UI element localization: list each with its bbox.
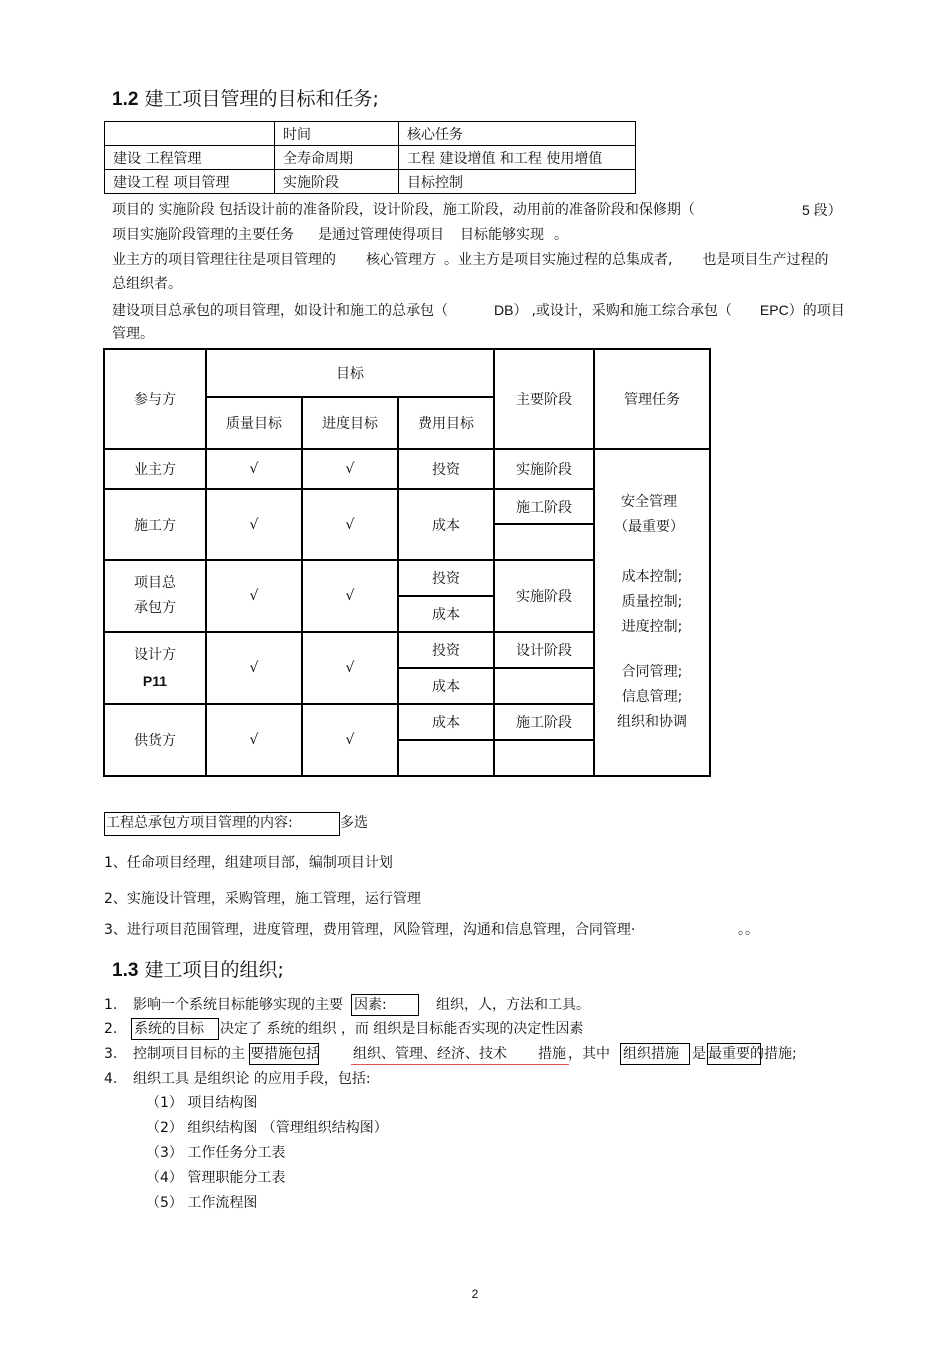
task-item: 合同管理;	[621, 664, 683, 680]
table-cell	[104, 632, 206, 704]
sub-item: （5） 工作流程图	[146, 1195, 258, 1211]
paragraph-general-contract	[112, 298, 845, 323]
party-line: 项目总	[134, 575, 176, 591]
text: 建设项目总承包的项目管理，如设计和施工的总承包（	[112, 303, 448, 319]
table-cell: 进度目标	[302, 397, 398, 449]
check-cell: √	[206, 704, 302, 776]
list-number: 2.	[104, 1021, 118, 1037]
table-cell: 实施阶段	[275, 170, 399, 194]
text: 措施;	[764, 1046, 797, 1062]
table-cell: 成本	[398, 668, 494, 704]
task-item: 质量控制;	[621, 594, 683, 610]
table-cell: 工程 建设增值 和工程 使用增值	[399, 146, 636, 170]
task-item: 组织和协调	[617, 714, 687, 730]
text: 。业主方是项目实施过程的总集成者,	[444, 252, 673, 268]
table-cell: 成本	[398, 596, 494, 632]
text: 措施	[538, 1046, 566, 1062]
text: 组织，人，方法和工具。	[436, 997, 590, 1013]
check-cell: √	[302, 489, 398, 560]
text: 组织、管理、经济、技术	[353, 1046, 507, 1062]
table-cell: 参与方	[104, 349, 206, 449]
check-cell: √	[302, 449, 398, 489]
participants-table	[103, 348, 711, 777]
list-item: 2、实施设计管理，采购管理，施工管理，运行管理	[104, 891, 421, 907]
list-number: 4.	[104, 1071, 118, 1087]
epc-box-label: 工程总承包方项目管理的内容:	[106, 815, 293, 831]
table-cell	[105, 122, 275, 146]
text: 管理。	[112, 326, 154, 342]
table-cell: 目标	[206, 349, 494, 397]
section-heading-1-3	[112, 955, 284, 982]
table-row	[104, 449, 710, 489]
text: 是	[692, 1046, 706, 1062]
section-heading-1-2	[112, 84, 379, 111]
paragraph-stages	[112, 198, 695, 222]
paragraph-owner	[112, 248, 828, 272]
text: 总组织者。	[112, 276, 182, 292]
empty-cell	[398, 740, 494, 776]
sub-item: （1） 项目结构图	[146, 1095, 258, 1111]
text: 项目的 实施阶段 包括设计前的准备阶段，设计阶段，施工阶段，动用前的准备阶段和保修期（	[112, 202, 695, 218]
table-cell: 管理任务	[594, 349, 710, 449]
check-cell: √	[302, 704, 398, 776]
task-item: 安全管理	[621, 494, 677, 510]
party-line: 承包方	[134, 600, 176, 616]
text: 系统的目标	[134, 1021, 204, 1037]
sub-item: （4） 管理职能分工表	[146, 1170, 286, 1186]
table-header-row	[104, 349, 710, 397]
text: 。	[554, 227, 568, 243]
list-number: 3.	[104, 1046, 118, 1062]
text: 决定了 系统的组织 ，而 组织是目标能否实现的决定性因素	[220, 1021, 584, 1037]
text: ，其中	[568, 1046, 610, 1062]
table-cell: 投资	[398, 560, 494, 596]
table-cell	[104, 560, 206, 632]
paragraph-main-task	[112, 223, 568, 247]
table-cell: 目标控制	[399, 170, 636, 194]
text: 要措施包括	[250, 1046, 320, 1062]
table-cell: 建设 工程管理	[105, 146, 275, 170]
table-cell: 全寿命周期	[275, 146, 399, 170]
table-cell: 时间	[275, 122, 399, 146]
text: 控制项目目标的主	[133, 1046, 245, 1062]
text: 最重要的	[708, 1046, 764, 1062]
table-cell: 核心任务	[399, 122, 636, 146]
management-tasks-cell	[594, 449, 710, 776]
table-cell: 设计阶段	[494, 632, 594, 668]
table-cell: 投资	[398, 632, 494, 668]
list-item: 1、任命项目经理，组建项目部，编制项目计划	[104, 855, 393, 871]
section-title: 建工项目管理的目标和任务;	[144, 88, 379, 110]
text: 组织措施	[623, 1046, 679, 1062]
table-cell: 实施阶段	[494, 560, 594, 632]
task-item: 进度控制;	[621, 619, 683, 635]
table-cell: 实施阶段	[494, 449, 594, 489]
table-cell: 建设工程 项目管理	[105, 170, 275, 194]
table-cell: 投资	[398, 449, 494, 489]
section-number: 1.2	[112, 89, 139, 110]
underline	[351, 1064, 569, 1065]
sub-item: （2） 组织结构图 （管理组织结构图）	[146, 1120, 388, 1136]
text: 是通过管理使得项目	[318, 227, 444, 243]
management-table	[104, 121, 636, 194]
text: 组织工具 是组织论 的应用手段，包括:	[133, 1071, 371, 1087]
page-number: 2	[471, 1287, 479, 1301]
check-cell: √	[206, 489, 302, 560]
text: 业主方的项目管理往往是项目管理的	[112, 252, 336, 268]
text: 目标能够实现	[460, 227, 544, 243]
check-cell: √	[302, 632, 398, 704]
table-cell: 业主方	[104, 449, 206, 489]
sub-item: （3） 工作任务分工表	[146, 1145, 286, 1161]
list-item: 3、进行项目范围管理，进度管理，费用管理，风险管理，沟通和信息管理，合同管理·	[104, 922, 636, 938]
table-header-row	[105, 122, 636, 146]
page-ref: P11	[142, 673, 168, 689]
text: DB）	[494, 302, 528, 318]
multi-select-tag: 多选	[340, 815, 368, 831]
table-cell: 成本	[398, 704, 494, 740]
task-item: 信息管理;	[621, 689, 683, 705]
table-cell: 主要阶段	[494, 349, 594, 449]
check-cell: √	[206, 632, 302, 704]
empty-cell	[494, 524, 594, 560]
table-cell: 费用目标	[398, 397, 494, 449]
text: ,或设计，采购和施工综合承包（	[531, 303, 732, 319]
list-number: 1.	[104, 997, 118, 1013]
table-row	[105, 170, 636, 194]
text: 影响一个系统目标能够实现的主要	[133, 997, 343, 1013]
text: 项目实施阶段管理的主要任务	[112, 227, 294, 243]
text: 也是项目生产过程的	[702, 252, 829, 268]
task-item: （最重要）	[614, 519, 684, 535]
text: 核心管理方	[366, 252, 436, 268]
table-cell: 质量目标	[206, 397, 302, 449]
table-cell: 施工阶段	[494, 704, 594, 740]
table-row	[105, 146, 636, 170]
check-cell: √	[206, 449, 302, 489]
table-cell: 成本	[398, 489, 494, 560]
empty-cell	[494, 668, 594, 704]
section-title: 建工项目的组织;	[144, 959, 284, 981]
trailing-dots: 。。	[738, 922, 759, 938]
empty-cell	[494, 740, 594, 776]
party-line: 设计方	[134, 647, 176, 663]
check-cell: √	[302, 560, 398, 632]
text: 5 段）	[802, 202, 842, 218]
task-item: 成本控制;	[621, 569, 683, 585]
table-cell: 施工阶段	[494, 489, 594, 524]
table-cell: 供货方	[104, 704, 206, 776]
section-number: 1.3	[112, 960, 139, 981]
text: 因素:	[354, 997, 387, 1013]
table-cell: 施工方	[104, 489, 206, 560]
check-cell: √	[206, 560, 302, 632]
text: EPC）的项目	[759, 302, 845, 318]
